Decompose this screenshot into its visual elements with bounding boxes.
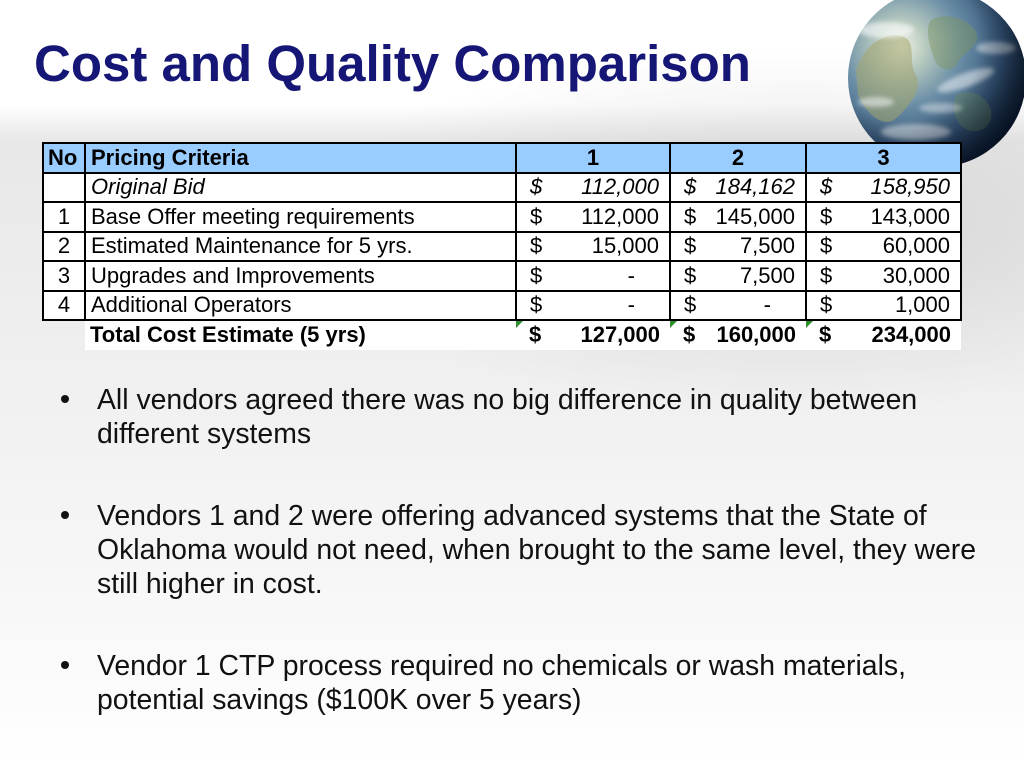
vendor-2-total-cell — [670, 320, 806, 350]
row-number-cell: 1 — [43, 202, 85, 232]
currency-symbol: $ — [529, 322, 542, 348]
row-number-cell: 2 — [43, 232, 85, 262]
cost-comparison-table — [42, 142, 962, 350]
currency-symbol: $ — [684, 203, 697, 229]
column-header-vendor-3: 3 — [806, 143, 961, 173]
amount-value: - — [627, 292, 635, 318]
currency-symbol: $ — [684, 262, 697, 288]
vendor-1-amount-cell — [516, 173, 670, 203]
currency-symbol: $ — [684, 174, 697, 200]
vendor-1-amount-cell — [516, 261, 670, 291]
table-row — [43, 261, 961, 291]
amount-value: 15,000 — [591, 233, 659, 259]
bullet-text: All vendors agreed there was no big difference in quality between different systems — [97, 384, 918, 450]
table-row — [43, 232, 961, 262]
slide-title: Cost and Quality Comparison — [34, 35, 751, 92]
currency-symbol: $ — [530, 174, 543, 200]
column-header-vendor-1: 1 — [516, 143, 670, 173]
vendor-3-amount-cell — [806, 202, 961, 232]
bullet-icon — [61, 395, 69, 403]
criteria-cell: Estimated Maintenance for 5 yrs. — [85, 232, 516, 262]
currency-symbol: $ — [530, 203, 543, 229]
row-number-cell — [43, 320, 85, 350]
total-value: 160,000 — [716, 322, 796, 348]
vendor-3-total-cell — [806, 320, 961, 350]
amount-value: 1,000 — [894, 292, 950, 318]
amount-value: - — [627, 262, 635, 288]
currency-symbol: $ — [683, 322, 696, 348]
total-value: 127,000 — [580, 322, 660, 348]
currency-symbol: $ — [684, 292, 697, 318]
amount-value: 60,000 — [882, 233, 950, 259]
amount-value: - — [763, 292, 771, 318]
vendor-2-amount-cell — [670, 261, 806, 291]
bullet-item — [97, 383, 992, 451]
currency-symbol: $ — [820, 262, 833, 288]
bullet-list — [97, 383, 992, 765]
column-header-pricing-criteria: Pricing Criteria — [85, 143, 516, 173]
amount-value: 112,000 — [581, 174, 659, 200]
bullet-icon — [61, 661, 69, 669]
error-indicator-icon — [516, 321, 523, 328]
amount-value: 143,000 — [870, 203, 950, 229]
bullet-text: Vendor 1 CTP process required no chemicals or wash materials, potential savings ($100K over 5 years) — [97, 650, 906, 716]
vendor-1-amount-cell — [516, 291, 670, 321]
amount-value: 184,162 — [715, 174, 795, 200]
vendor-1-total-cell — [516, 320, 670, 350]
table-header-row — [43, 143, 961, 173]
vendor-1-amount-cell — [516, 202, 670, 232]
amount-value: 7,500 — [739, 262, 795, 288]
row-number-cell: 4 — [43, 291, 85, 321]
table-row-original-bid — [43, 173, 961, 203]
vendor-3-amount-cell — [806, 291, 961, 321]
currency-symbol: $ — [684, 233, 697, 259]
vendor-1-amount-cell — [516, 232, 670, 262]
currency-symbol: $ — [820, 292, 833, 318]
criteria-cell: Upgrades and Improvements — [85, 261, 516, 291]
vendor-3-amount-cell — [806, 261, 961, 291]
bullet-icon — [61, 511, 69, 519]
total-value: 234,000 — [871, 322, 951, 348]
currency-symbol: $ — [530, 292, 543, 318]
vendor-2-amount-cell — [670, 291, 806, 321]
total-label-cell: Total Cost Estimate (5 yrs) — [85, 320, 516, 350]
column-header-no: No — [43, 143, 85, 173]
error-indicator-icon — [670, 321, 677, 328]
bullet-text: Vendors 1 and 2 were offering advanced systems that the State of Oklahoma would not need, when brought to the same level, they were still higher in cost. — [97, 500, 977, 600]
amount-value: 7,500 — [739, 233, 795, 259]
column-header-vendor-2: 2 — [670, 143, 806, 173]
amount-value: 112,000 — [581, 203, 659, 229]
vendor-2-amount-cell — [670, 232, 806, 262]
currency-symbol: $ — [820, 233, 833, 259]
table-row — [43, 291, 961, 321]
table-row-total — [43, 320, 961, 350]
currency-symbol: $ — [820, 203, 833, 229]
vendor-2-amount-cell — [670, 173, 806, 203]
currency-symbol: $ — [530, 233, 543, 259]
currency-symbol: $ — [819, 322, 832, 348]
row-number-cell: 3 — [43, 261, 85, 291]
vendor-3-amount-cell — [806, 173, 961, 203]
bullet-item — [97, 499, 992, 601]
table-row — [43, 202, 961, 232]
amount-value: 145,000 — [715, 203, 795, 229]
criteria-cell: Base Offer meeting requirements — [85, 202, 516, 232]
criteria-cell: Original Bid — [85, 173, 516, 203]
amount-value: 30,000 — [882, 262, 950, 288]
error-indicator-icon — [806, 321, 813, 328]
currency-symbol: $ — [820, 174, 833, 200]
currency-symbol: $ — [530, 262, 543, 288]
vendor-3-amount-cell — [806, 232, 961, 262]
vendor-2-amount-cell — [670, 202, 806, 232]
row-number-cell — [43, 173, 85, 203]
criteria-cell: Additional Operators — [85, 291, 516, 321]
bullet-item — [97, 649, 992, 717]
amount-value: 158,950 — [870, 174, 950, 200]
